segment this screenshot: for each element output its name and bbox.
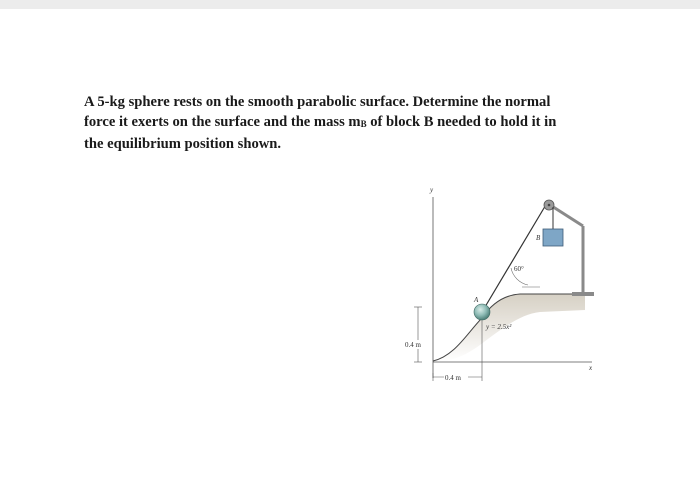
x-axis-label: x <box>589 364 593 372</box>
mass-symbol: m <box>348 114 361 130</box>
block-b-label: B <box>536 234 541 242</box>
support-base <box>572 292 594 296</box>
angle-label: 60° <box>514 265 524 273</box>
problem-line-2-prefix: force it exerts on the surface and the mass <box>84 114 349 130</box>
pulley-hub <box>548 204 551 207</box>
point-a-label: A <box>474 296 479 304</box>
sphere-a <box>474 304 490 320</box>
y-axis-label: y <box>430 186 434 194</box>
height-dim-label: 0.4 m <box>405 341 421 349</box>
problem-line-1: A 5-kg sphere rests on the smooth parabolic surface. Determine the normal <box>84 94 551 110</box>
equation-label: y = 2.5x² <box>486 323 512 331</box>
problem-line-3: the equilibrium position shown. <box>84 136 282 152</box>
width-dim-label: 0.4 m <box>445 374 461 382</box>
problem-line-2-suffix: of block B needed to hold it in <box>366 114 557 130</box>
block-b <box>543 229 563 246</box>
mass-subscript: B <box>360 119 367 129</box>
